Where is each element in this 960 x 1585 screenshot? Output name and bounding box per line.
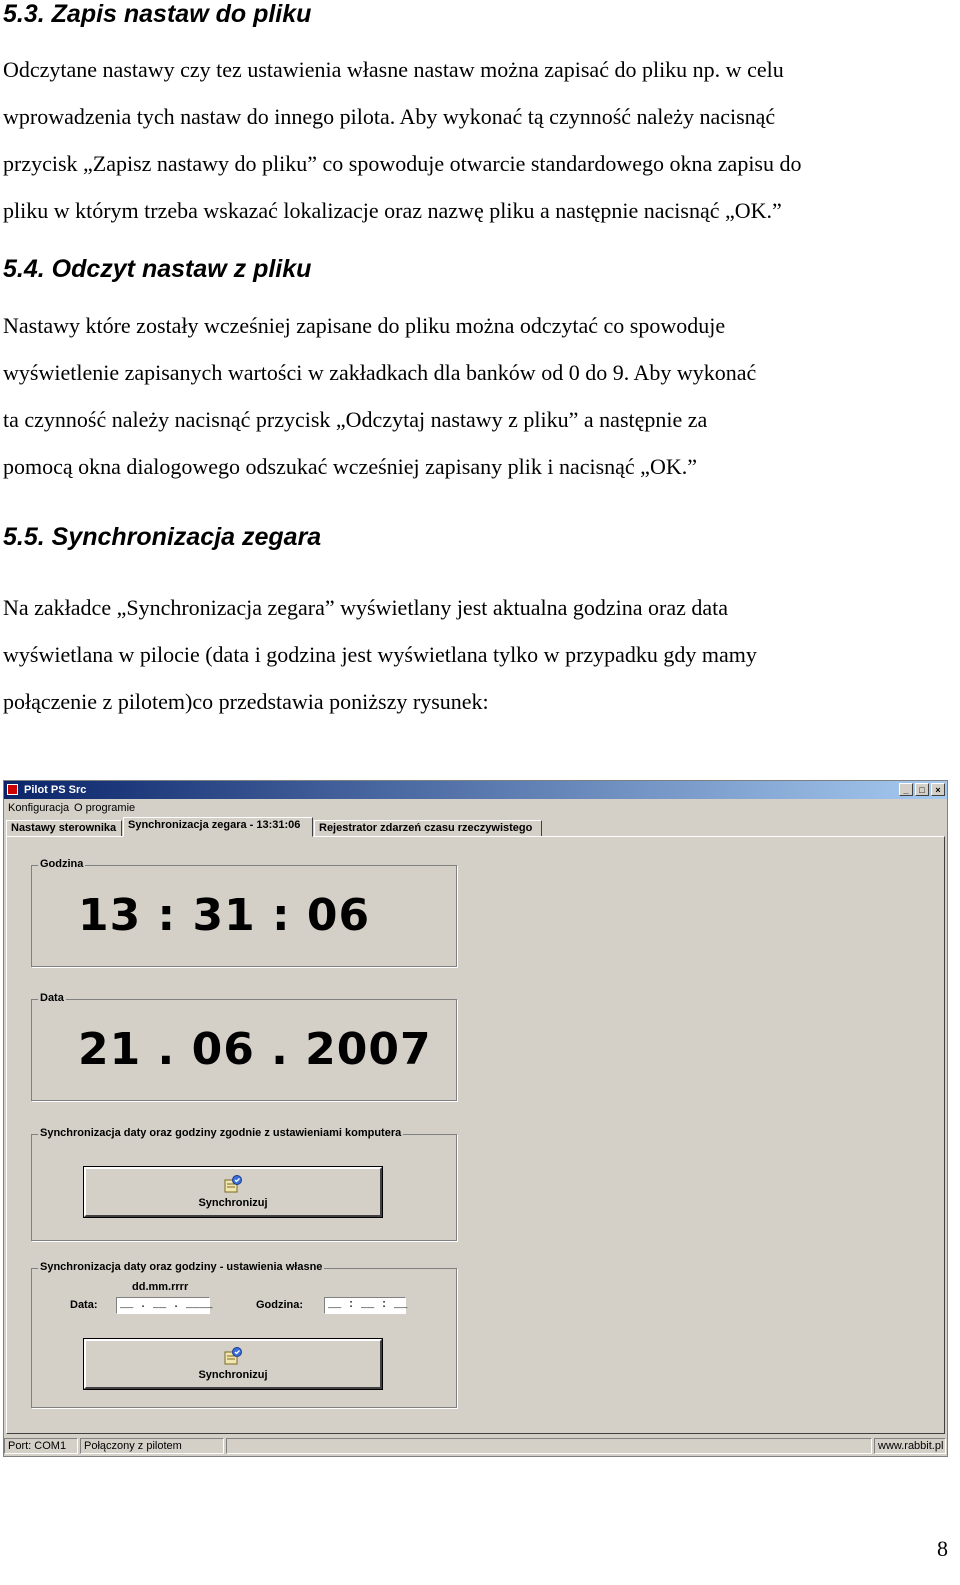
window-title: Pilot PS Src xyxy=(24,784,87,796)
status-url[interactable]: www.rabbit.pl xyxy=(874,1438,946,1454)
tab-panel-synchronizacja xyxy=(6,836,945,1434)
maximize-button[interactable]: □ xyxy=(915,783,929,796)
data-group xyxy=(31,992,457,1101)
paragraph-line: Na zakładce „Synchronizacja zegara” wyświetlany jest aktualna godzina oraz data xyxy=(3,595,729,620)
paragraph-line: Nastawy które zostały wcześniej zapisane do pliku można odczytać co spowoduje xyxy=(3,313,726,338)
app-icon xyxy=(7,784,18,795)
date-format-hint: dd.mm.rrrr xyxy=(132,1281,189,1293)
menu-bar xyxy=(4,799,947,817)
paragraph-line: ta czynność należy nacisnąć przycisk „Odczytaj nastawy z pliku” a następnie za xyxy=(3,407,708,432)
section-5-3-heading: 5.3. Zapis nastaw do pliku xyxy=(3,0,312,28)
page-number: 8 xyxy=(937,1536,948,1561)
paragraph-line: połączenie z pilotem)co przedstawia poniższy rysunek: xyxy=(3,689,489,714)
paragraph-line: Odczytane nastawy czy tez ustawienia własne nastaw można zapisać do pliku np. w celu xyxy=(3,57,784,82)
status-bar xyxy=(4,1436,947,1456)
menu-konfiguracja[interactable]: Konfiguracja xyxy=(8,802,70,814)
paragraph-line: wyświetlana w pilocie (data i godzina jest wyświetlana tylko w przypadku gdy mamy xyxy=(3,642,757,667)
sync-computer-label: Synchronizacja daty oraz godziny zgodnie z ustawieniami komputera xyxy=(40,1127,402,1139)
date-input[interactable]: __ . __ . ____ xyxy=(116,1297,210,1314)
date-display: 21 . 06 . 2007 xyxy=(78,1024,432,1075)
status-port: Port: COM1 xyxy=(4,1438,78,1454)
status-connection: Połączony z pilotem xyxy=(80,1438,224,1454)
tab-strip xyxy=(6,817,945,837)
paragraph-line: wyświetlenie zapisanych wartości w zakładkach dla banków od 0 do 9. Aby wykonać xyxy=(3,360,757,385)
tab-rejestrator-zdarzen[interactable]: Rejestrator zdarzeń czasu rzeczywistego xyxy=(314,820,542,837)
menu-o-programie[interactable]: O programie xyxy=(74,802,136,814)
paragraph-line: pliku w którym trzeba wskazać lokalizacje oraz nazwę pliku a następnie nacisnąć „OK.” xyxy=(3,198,782,223)
pilot-window-screenshot xyxy=(3,780,948,1457)
status-empty xyxy=(226,1438,872,1454)
godzina-group xyxy=(31,858,457,967)
section-5-4-paragraph xyxy=(3,302,948,490)
sync-computer-group xyxy=(31,1127,457,1241)
sync-time-label: Godzina: xyxy=(256,1299,304,1311)
time-display: 13 : 31 : 06 xyxy=(78,890,371,941)
sync-own-button[interactable] xyxy=(84,1339,382,1389)
paragraph-line: pomocą okna dialogowego odszukać wcześniej zapisany plik i nacisnąć „OK.” xyxy=(3,454,697,479)
section-5-5-paragraph xyxy=(3,584,948,725)
minimize-button[interactable]: _ xyxy=(899,783,913,796)
section-5-4-heading: 5.4. Odczyt nastaw z pliku xyxy=(3,255,312,283)
window-controls xyxy=(899,783,945,796)
sync-own-label: Synchronizacja daty oraz godziny - ustawienia własne xyxy=(40,1261,323,1273)
time-input[interactable]: __ : __ : __ xyxy=(324,1297,406,1314)
sync-own-button-label: Synchronizuj xyxy=(198,1369,268,1381)
tab-synchronizacja-zegara[interactable]: Synchronizacja zegara - 13:31:06 xyxy=(123,817,313,837)
sync-icon xyxy=(223,1347,243,1367)
close-button[interactable]: × xyxy=(931,783,945,796)
data-label: Data xyxy=(40,992,64,1004)
sync-computer-button[interactable] xyxy=(84,1167,382,1217)
sync-date-label: Data: xyxy=(70,1299,98,1311)
section-5-3-paragraph xyxy=(3,46,948,234)
sync-own-group xyxy=(31,1261,457,1408)
paragraph-line: przycisk „Zapisz nastawy do pliku” co spowoduje otwarcie standardowego okna zapisu do xyxy=(3,151,802,176)
paragraph-line: wprowadzenia tych nastaw do innego pilota. Aby wykonać tą czynność należy nacisnąć xyxy=(3,104,776,129)
section-5-5-heading: 5.5. Synchronizacja zegara xyxy=(3,523,322,551)
tab-nastawy-sterownika[interactable]: Nastawy sterownika xyxy=(6,820,122,837)
sync-computer-button-label: Synchronizuj xyxy=(198,1197,268,1209)
title-bar[interactable] xyxy=(4,781,947,799)
sync-icon xyxy=(223,1175,243,1195)
godzina-label: Godzina xyxy=(40,858,84,870)
